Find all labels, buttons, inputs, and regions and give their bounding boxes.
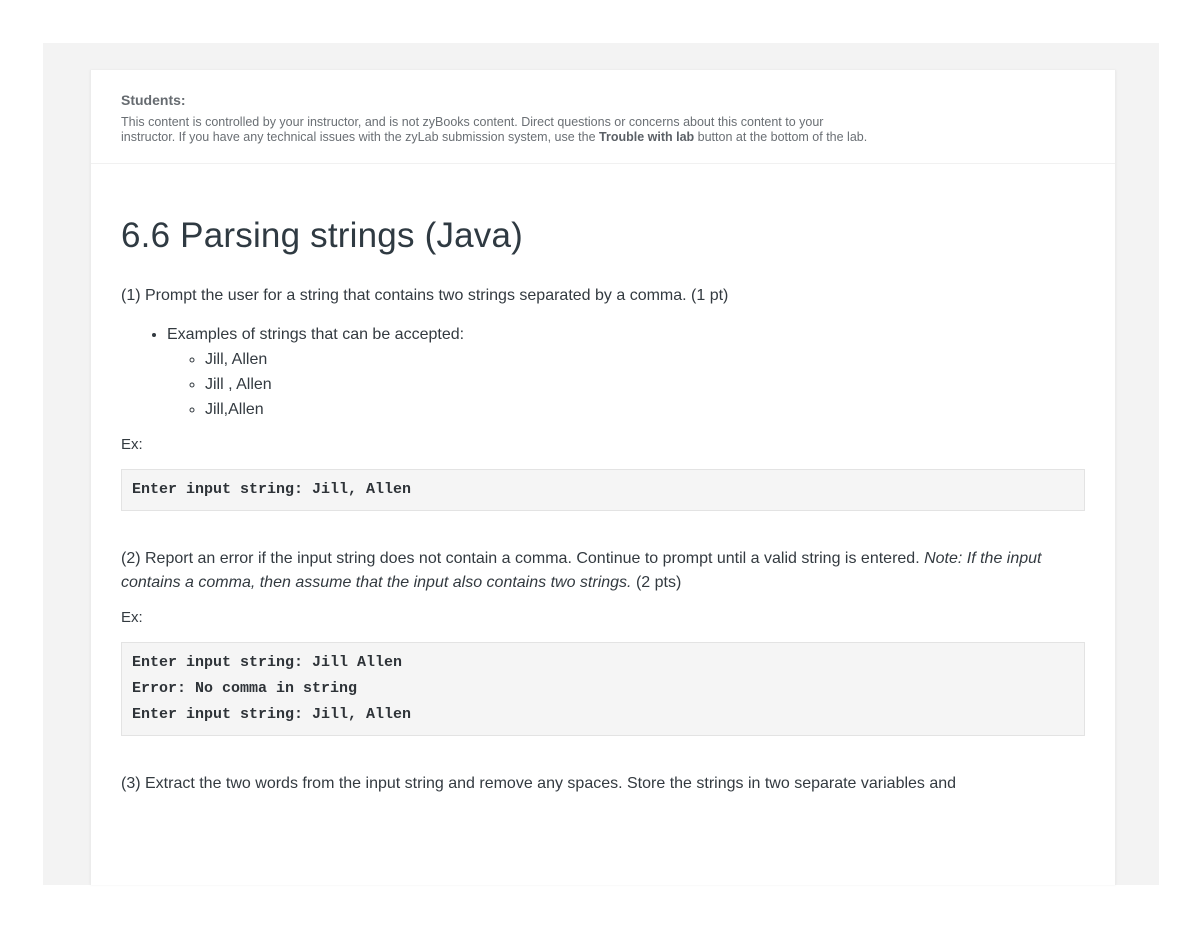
step-2-text: (2) Report an error if the input string does not contain a comma. Continue to prompt until a valid string is entered. Note: If the input contains a comma, then assume that the input also contains two strings. (2 pts) [121,550,1042,591]
code-line: Error: No comma in string [132,680,358,697]
step-1-text: (1) Prompt the user for a string that contains two strings separated by a comma. (1 pt) [121,287,729,304]
notice-line-2-prefix: instructor. If you have any technical issues with the zyLab submission system, use the [121,130,600,144]
trouble-with-lab-reference: Trouble with lab [599,130,695,144]
step-3-text: (3) Extract the two words from the input string and remove any spaces. Store the strings in two separate variables and [121,775,957,792]
code-line: Enter input string: Jill, Allen [132,706,412,723]
lab-instructions [91,216,1115,796]
examples-label: • Examples of strings that can be accepted: ◦ Jill, Allen ◦ Jill , Allen ◦ Jill,Allen [167,322,1085,422]
example-item: ◦ Jill, Allen [205,347,1085,372]
code-example-2 [121,642,1085,736]
examples-list [121,322,1085,422]
notice-line-2-suffix: button at the bottom of the lab. [694,130,868,144]
code-line: Enter input string: Jill Allen [132,654,403,671]
notice-line-1: This content is controlled by your instructor, and is not zyBooks content. Direct questions or concerns about this content to your [121,115,824,129]
examples-sublist [167,347,1085,422]
step-2-note: Note: If the input contains a comma, then assume that the input also contains two strings. [121,550,1042,591]
code-example-1 [121,469,1085,511]
example-label-1: Ex: [121,436,143,453]
code-line: Enter input string: Jill, Allen [132,481,412,498]
notice-title: Students: [121,92,186,108]
example-item: ◦ Jill,Allen [205,397,1085,422]
page-frame [43,43,1159,885]
notice-text [121,115,1085,145]
instructor-notice [91,70,1115,164]
lab-content-card [90,70,1116,885]
example-item: ◦ Jill , Allen [205,372,1085,397]
example-label-2: Ex: [121,609,143,626]
page-title: 6.6 Parsing strings (Java) [121,216,524,255]
